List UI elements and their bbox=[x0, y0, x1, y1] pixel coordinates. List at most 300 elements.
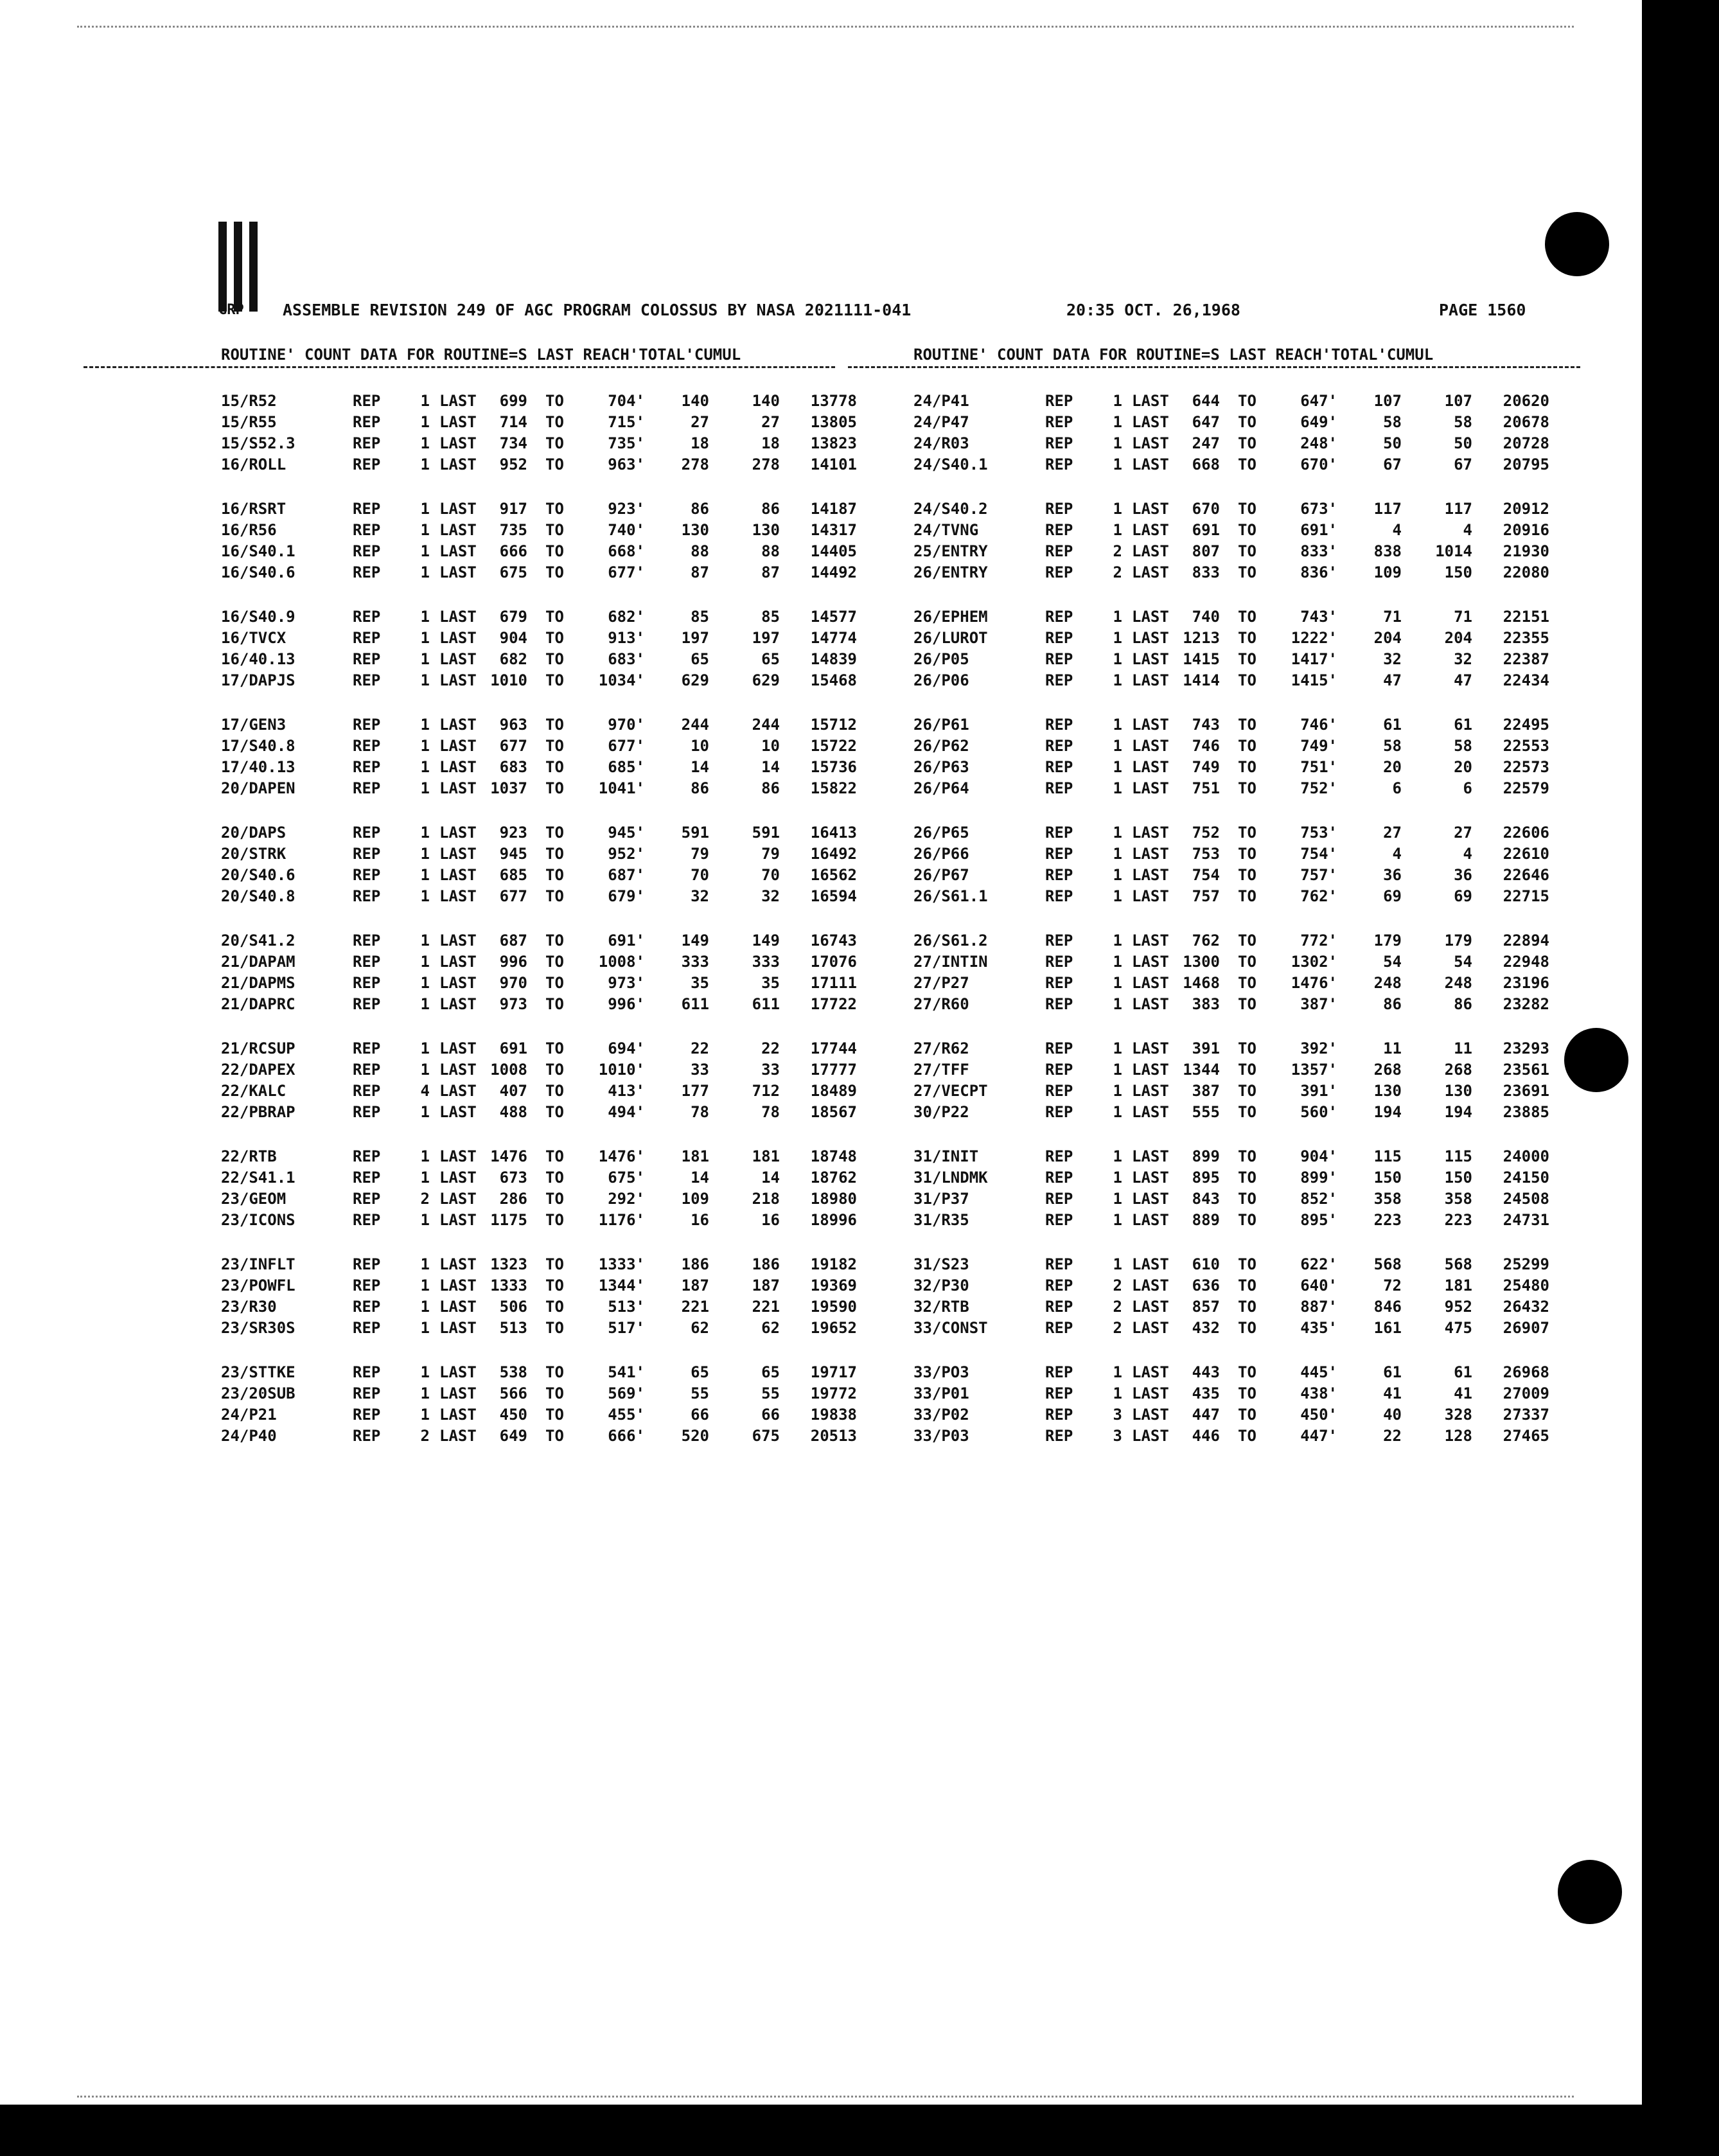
count-value: 1 bbox=[420, 1061, 430, 1079]
table-row bbox=[221, 995, 902, 1016]
last-label: LAST bbox=[439, 1319, 477, 1337]
reach-value: 520 bbox=[681, 1427, 709, 1445]
cumulative-value: 24150 bbox=[1503, 1169, 1549, 1187]
routine-name: 26/P63 bbox=[913, 758, 969, 776]
range-end: 904' bbox=[1300, 1147, 1337, 1165]
table-row bbox=[221, 758, 902, 779]
reach-value: 6 bbox=[1392, 779, 1402, 797]
routine-group bbox=[221, 392, 902, 477]
to-label: TO bbox=[545, 932, 564, 950]
table-row bbox=[913, 866, 1594, 887]
count-value: 1 bbox=[420, 1255, 430, 1273]
rep-label: REP bbox=[353, 887, 381, 905]
last-label: LAST bbox=[439, 1169, 477, 1187]
table-row bbox=[221, 629, 902, 650]
cumulative-value: 17777 bbox=[810, 1061, 857, 1079]
reach-value: 591 bbox=[681, 824, 709, 842]
total-value: 18 bbox=[761, 434, 780, 452]
routine-name: 26/S61.1 bbox=[913, 887, 988, 905]
range-start: 644 bbox=[1192, 392, 1220, 410]
to-label: TO bbox=[1238, 758, 1256, 776]
rep-label: REP bbox=[1045, 995, 1073, 1013]
last-label: LAST bbox=[439, 629, 477, 647]
last-label: LAST bbox=[439, 845, 477, 863]
total-value: 333 bbox=[752, 953, 780, 971]
range-end: 292' bbox=[608, 1190, 645, 1208]
table-row bbox=[913, 434, 1594, 455]
total-value: 16 bbox=[761, 1211, 780, 1229]
range-end: 754' bbox=[1300, 845, 1337, 863]
last-label: LAST bbox=[439, 1190, 477, 1208]
cumulative-value: 14101 bbox=[810, 455, 857, 473]
last-label: LAST bbox=[1132, 1363, 1169, 1381]
range-start: 383 bbox=[1192, 995, 1220, 1013]
routine-name: 15/R55 bbox=[221, 413, 277, 431]
range-start: 857 bbox=[1192, 1298, 1220, 1316]
count-value: 1 bbox=[420, 500, 430, 518]
table-row bbox=[221, 608, 902, 629]
rep-label: REP bbox=[1045, 1082, 1073, 1100]
rep-label: REP bbox=[353, 1190, 381, 1208]
count-value: 1 bbox=[1113, 1384, 1122, 1402]
range-end: 735' bbox=[608, 434, 645, 452]
range-end: 970' bbox=[608, 716, 645, 734]
to-label: TO bbox=[545, 1319, 564, 1337]
rep-label: REP bbox=[353, 974, 381, 992]
range-start: 407 bbox=[499, 1082, 527, 1100]
rep-label: REP bbox=[1045, 413, 1073, 431]
table-row bbox=[221, 392, 902, 413]
total-value: 36 bbox=[1454, 866, 1472, 884]
total-value: 150 bbox=[1444, 1169, 1472, 1187]
range-start: 677 bbox=[499, 887, 527, 905]
range-end: 895' bbox=[1300, 1211, 1337, 1229]
cumulative-value: 17111 bbox=[810, 974, 857, 992]
reach-value: 58 bbox=[1383, 737, 1402, 755]
routine-name: 17/40.13 bbox=[221, 758, 295, 776]
reach-value: 268 bbox=[1373, 1061, 1402, 1079]
to-label: TO bbox=[1238, 392, 1256, 410]
routine-name: 33/PO3 bbox=[913, 1363, 969, 1381]
routine-group bbox=[913, 500, 1594, 585]
range-start: 753 bbox=[1192, 845, 1220, 863]
table-row bbox=[221, 1082, 902, 1103]
routine-name: 24/P47 bbox=[913, 413, 969, 431]
page-header bbox=[283, 301, 1542, 326]
to-label: TO bbox=[1238, 1298, 1256, 1316]
rep-label: REP bbox=[353, 824, 381, 842]
table-row bbox=[221, 500, 902, 521]
range-start: 513 bbox=[499, 1319, 527, 1337]
range-end: 670' bbox=[1300, 455, 1337, 473]
table-row bbox=[221, 1298, 902, 1319]
range-start: 691 bbox=[499, 1039, 527, 1057]
cumulative-value: 15712 bbox=[810, 716, 857, 734]
rep-label: REP bbox=[353, 1427, 381, 1445]
table-row bbox=[913, 542, 1594, 563]
range-end: 1041' bbox=[598, 779, 645, 797]
routine-name: 33/P02 bbox=[913, 1406, 969, 1424]
range-start: 740 bbox=[1192, 608, 1220, 626]
table-row bbox=[913, 974, 1594, 995]
routine-group bbox=[221, 1363, 902, 1448]
table-row bbox=[913, 1319, 1594, 1340]
rep-label: REP bbox=[1045, 1039, 1073, 1057]
to-label: TO bbox=[1238, 887, 1256, 905]
to-label: TO bbox=[1238, 521, 1256, 539]
to-label: TO bbox=[545, 1211, 564, 1229]
cumulative-value: 22610 bbox=[1503, 845, 1549, 863]
routine-name: 20/S40.8 bbox=[221, 887, 295, 905]
total-value: 79 bbox=[761, 845, 780, 863]
table-row bbox=[221, 563, 902, 585]
scan-dotted-line-top bbox=[77, 26, 1574, 28]
cumulative-value: 14187 bbox=[810, 500, 857, 518]
to-label: TO bbox=[545, 1255, 564, 1273]
reach-value: 79 bbox=[691, 845, 709, 863]
total-value: 568 bbox=[1444, 1255, 1472, 1273]
count-value: 1 bbox=[1113, 629, 1122, 647]
range-start: 904 bbox=[499, 629, 527, 647]
total-value: 712 bbox=[752, 1082, 780, 1100]
reach-value: 248 bbox=[1373, 974, 1402, 992]
range-end: 899' bbox=[1300, 1169, 1337, 1187]
last-label: LAST bbox=[1132, 737, 1169, 755]
rep-label: REP bbox=[1045, 866, 1073, 884]
cumulative-value: 20728 bbox=[1503, 434, 1549, 452]
reach-value: 65 bbox=[691, 1363, 709, 1381]
count-value: 1 bbox=[420, 671, 430, 689]
to-label: TO bbox=[545, 413, 564, 431]
last-label: LAST bbox=[1132, 779, 1169, 797]
range-end: 762' bbox=[1300, 887, 1337, 905]
count-value: 2 bbox=[1113, 1277, 1122, 1294]
routine-name: 32/P30 bbox=[913, 1277, 969, 1294]
cumulative-value: 19182 bbox=[810, 1255, 857, 1273]
last-label: LAST bbox=[1132, 845, 1169, 863]
routine-name: 16/40.13 bbox=[221, 650, 295, 668]
total-value: 221 bbox=[752, 1298, 780, 1316]
to-label: TO bbox=[1238, 1319, 1256, 1337]
to-label: TO bbox=[545, 671, 564, 689]
last-label: LAST bbox=[1132, 1082, 1169, 1100]
reach-value: 27 bbox=[691, 413, 709, 431]
range-end: 887' bbox=[1300, 1298, 1337, 1316]
routine-name: 21/DAPMS bbox=[221, 974, 295, 992]
to-label: TO bbox=[1238, 563, 1256, 581]
last-label: LAST bbox=[439, 995, 477, 1013]
cumulative-value: 27337 bbox=[1503, 1406, 1549, 1424]
routine-name: 21/DAPRC bbox=[221, 995, 295, 1013]
cumulative-value: 15722 bbox=[810, 737, 857, 755]
total-value: 328 bbox=[1444, 1406, 1472, 1424]
routine-name: 22/PBRAP bbox=[221, 1103, 295, 1121]
cumulative-value: 22948 bbox=[1503, 953, 1549, 971]
range-start: 1213 bbox=[1183, 629, 1220, 647]
cumulative-value: 26432 bbox=[1503, 1298, 1549, 1316]
count-value: 1 bbox=[1113, 716, 1122, 734]
last-label: LAST bbox=[1132, 563, 1169, 581]
last-label: LAST bbox=[1132, 824, 1169, 842]
total-value: 47 bbox=[1454, 671, 1472, 689]
cumulative-value: 22151 bbox=[1503, 608, 1549, 626]
routine-group bbox=[913, 824, 1594, 908]
rep-label: REP bbox=[1045, 650, 1073, 668]
range-end: 622' bbox=[1300, 1255, 1337, 1273]
last-label: LAST bbox=[439, 434, 477, 452]
last-label: LAST bbox=[1132, 1190, 1169, 1208]
range-start: 691 bbox=[1192, 521, 1220, 539]
total-value: 179 bbox=[1444, 932, 1472, 950]
routine-name: 15/R52 bbox=[221, 392, 277, 410]
table-row bbox=[913, 1211, 1594, 1232]
cumulative-value: 18996 bbox=[810, 1211, 857, 1229]
cumulative-value: 22579 bbox=[1503, 779, 1549, 797]
count-value: 1 bbox=[420, 1319, 430, 1337]
routine-name: 27/TFF bbox=[913, 1061, 969, 1079]
last-label: LAST bbox=[1132, 1061, 1169, 1079]
routine-name: 23/R30 bbox=[221, 1298, 277, 1316]
count-value: 1 bbox=[1113, 392, 1122, 410]
range-start: 973 bbox=[499, 995, 527, 1013]
total-value: 69 bbox=[1454, 887, 1472, 905]
to-label: TO bbox=[545, 1190, 564, 1208]
last-label: LAST bbox=[1132, 1169, 1169, 1187]
last-label: LAST bbox=[439, 779, 477, 797]
to-label: TO bbox=[1238, 608, 1256, 626]
timestamp: 20:35 OCT. 26,1968 bbox=[1066, 301, 1240, 319]
range-end: 679' bbox=[608, 887, 645, 905]
reach-value: 86 bbox=[691, 500, 709, 518]
count-value: 1 bbox=[1113, 608, 1122, 626]
reach-value: 181 bbox=[681, 1147, 709, 1165]
reach-value: 278 bbox=[681, 455, 709, 473]
reach-value: 223 bbox=[1373, 1211, 1402, 1229]
to-label: TO bbox=[545, 434, 564, 452]
rep-label: REP bbox=[353, 392, 381, 410]
table-row bbox=[221, 1427, 902, 1448]
range-end: 757' bbox=[1300, 866, 1337, 884]
total-value: 4 bbox=[1463, 845, 1472, 863]
reach-value: 86 bbox=[1383, 995, 1402, 1013]
last-label: LAST bbox=[1132, 1406, 1169, 1424]
last-label: LAST bbox=[1132, 1039, 1169, 1057]
total-value: 140 bbox=[752, 392, 780, 410]
range-start: 1323 bbox=[490, 1255, 527, 1273]
reach-value: 109 bbox=[1373, 563, 1402, 581]
table-row bbox=[221, 455, 902, 477]
range-end: 945' bbox=[608, 824, 645, 842]
routine-name: 20/STRK bbox=[221, 845, 286, 863]
rep-label: REP bbox=[353, 845, 381, 863]
to-label: TO bbox=[1238, 629, 1256, 647]
range-end: 675' bbox=[608, 1169, 645, 1187]
cumulative-value: 18748 bbox=[810, 1147, 857, 1165]
count-value: 1 bbox=[1113, 974, 1122, 992]
last-label: LAST bbox=[439, 1082, 477, 1100]
range-end: 691' bbox=[608, 932, 645, 950]
range-end: 668' bbox=[608, 542, 645, 560]
last-label: LAST bbox=[1132, 932, 1169, 950]
range-end: 740' bbox=[608, 521, 645, 539]
cumulative-value: 19652 bbox=[810, 1319, 857, 1337]
count-value: 1 bbox=[420, 887, 430, 905]
table-row bbox=[913, 671, 1594, 693]
cumulative-value: 27465 bbox=[1503, 1427, 1549, 1445]
table-row bbox=[913, 1190, 1594, 1211]
last-label: LAST bbox=[439, 974, 477, 992]
last-label: LAST bbox=[1132, 995, 1169, 1013]
to-label: TO bbox=[1238, 455, 1256, 473]
range-start: 670 bbox=[1192, 500, 1220, 518]
range-start: 807 bbox=[1192, 542, 1220, 560]
range-start: 735 bbox=[499, 521, 527, 539]
range-start: 833 bbox=[1192, 563, 1220, 581]
table-row bbox=[913, 779, 1594, 800]
last-label: LAST bbox=[439, 1298, 477, 1316]
total-value: 58 bbox=[1454, 737, 1472, 755]
total-value: 88 bbox=[761, 542, 780, 560]
last-label: LAST bbox=[1132, 1147, 1169, 1165]
range-end: 1008' bbox=[598, 953, 645, 971]
count-value: 1 bbox=[420, 1211, 430, 1229]
rep-label: REP bbox=[1045, 521, 1073, 539]
routine-name: 23/INFLT bbox=[221, 1255, 295, 1273]
total-value: 70 bbox=[761, 866, 780, 884]
to-label: TO bbox=[1238, 1082, 1256, 1100]
range-end: 391' bbox=[1300, 1082, 1337, 1100]
to-label: TO bbox=[1238, 1039, 1256, 1057]
to-label: TO bbox=[1238, 779, 1256, 797]
rep-label: REP bbox=[353, 953, 381, 971]
reach-value: 66 bbox=[691, 1406, 709, 1424]
range-end: 952' bbox=[608, 845, 645, 863]
margin-bars-mark bbox=[218, 222, 263, 312]
routine-name: 23/ICONS bbox=[221, 1211, 295, 1229]
last-label: LAST bbox=[1132, 887, 1169, 905]
range-start: 917 bbox=[499, 500, 527, 518]
to-label: TO bbox=[545, 563, 564, 581]
cumulative-value: 19717 bbox=[810, 1363, 857, 1381]
reach-value: 88 bbox=[691, 542, 709, 560]
table-row bbox=[221, 1147, 902, 1169]
table-row bbox=[221, 887, 902, 908]
to-label: TO bbox=[545, 758, 564, 776]
routine-group bbox=[221, 1255, 902, 1340]
table-row bbox=[221, 413, 902, 434]
range-end: 923' bbox=[608, 500, 645, 518]
routine-group bbox=[221, 932, 902, 1016]
range-start: 685 bbox=[499, 866, 527, 884]
total-value: 358 bbox=[1444, 1190, 1472, 1208]
table-row bbox=[913, 1103, 1594, 1124]
range-start: 286 bbox=[499, 1190, 527, 1208]
total-value: 27 bbox=[761, 413, 780, 431]
last-label: LAST bbox=[439, 866, 477, 884]
range-start: 683 bbox=[499, 758, 527, 776]
range-start: 636 bbox=[1192, 1277, 1220, 1294]
table-row bbox=[221, 932, 902, 953]
count-value: 1 bbox=[420, 974, 430, 992]
reach-value: 61 bbox=[1383, 1363, 1402, 1381]
to-label: TO bbox=[545, 1169, 564, 1187]
cumulative-value: 22434 bbox=[1503, 671, 1549, 689]
to-label: TO bbox=[1238, 1406, 1256, 1424]
routine-group bbox=[913, 1363, 1594, 1448]
table-row bbox=[913, 1082, 1594, 1103]
reach-value: 358 bbox=[1373, 1190, 1402, 1208]
count-value: 1 bbox=[420, 455, 430, 473]
range-end: 541' bbox=[608, 1363, 645, 1381]
range-start: 247 bbox=[1192, 434, 1220, 452]
count-value: 1 bbox=[420, 716, 430, 734]
range-start: 699 bbox=[499, 392, 527, 410]
total-value: 33 bbox=[761, 1061, 780, 1079]
last-label: LAST bbox=[439, 500, 477, 518]
table-row bbox=[913, 824, 1594, 845]
reach-value: 130 bbox=[681, 521, 709, 539]
range-end: 1333' bbox=[598, 1255, 645, 1273]
table-row bbox=[913, 629, 1594, 650]
table-row bbox=[913, 1384, 1594, 1406]
rep-label: REP bbox=[353, 1384, 381, 1402]
cumulative-value: 22387 bbox=[1503, 650, 1549, 668]
last-label: LAST bbox=[439, 737, 477, 755]
last-label: LAST bbox=[1132, 1319, 1169, 1337]
last-label: LAST bbox=[439, 608, 477, 626]
to-label: TO bbox=[1238, 434, 1256, 452]
last-label: LAST bbox=[439, 1039, 477, 1057]
last-label: LAST bbox=[439, 1103, 477, 1121]
range-start: 749 bbox=[1192, 758, 1220, 776]
table-row bbox=[913, 1406, 1594, 1427]
routine-name: 24/P40 bbox=[221, 1427, 277, 1445]
last-label: LAST bbox=[439, 887, 477, 905]
routine-name: 23/20SUB bbox=[221, 1384, 295, 1402]
to-label: TO bbox=[545, 629, 564, 647]
total-value: 67 bbox=[1454, 455, 1472, 473]
range-start: 432 bbox=[1192, 1319, 1220, 1337]
range-end: 715' bbox=[608, 413, 645, 431]
routine-name: 24/P41 bbox=[913, 392, 969, 410]
cumulative-value: 24731 bbox=[1503, 1211, 1549, 1229]
count-value: 1 bbox=[420, 608, 430, 626]
count-value: 1 bbox=[420, 434, 430, 452]
routine-group bbox=[913, 1255, 1594, 1340]
cumulative-value: 17076 bbox=[810, 953, 857, 971]
reach-value: 846 bbox=[1373, 1298, 1402, 1316]
range-end: 413' bbox=[608, 1082, 645, 1100]
cumulative-value: 14492 bbox=[810, 563, 857, 581]
cumulative-value: 16413 bbox=[810, 824, 857, 842]
routine-name: 26/P66 bbox=[913, 845, 969, 863]
routine-name: 24/P21 bbox=[221, 1406, 277, 1424]
table-row bbox=[221, 779, 902, 800]
count-value: 1 bbox=[1113, 995, 1122, 1013]
count-value: 1 bbox=[420, 932, 430, 950]
range-end: 248' bbox=[1300, 434, 1337, 452]
last-label: LAST bbox=[439, 716, 477, 734]
cumulative-value: 14405 bbox=[810, 542, 857, 560]
range-start: 649 bbox=[499, 1427, 527, 1445]
cumulative-value: 26907 bbox=[1503, 1319, 1549, 1337]
last-label: LAST bbox=[439, 758, 477, 776]
count-value: 3 bbox=[1113, 1427, 1122, 1445]
range-start: 757 bbox=[1192, 887, 1220, 905]
last-label: LAST bbox=[1132, 1298, 1169, 1316]
range-start: 1344 bbox=[1183, 1061, 1220, 1079]
rep-label: REP bbox=[353, 1277, 381, 1294]
